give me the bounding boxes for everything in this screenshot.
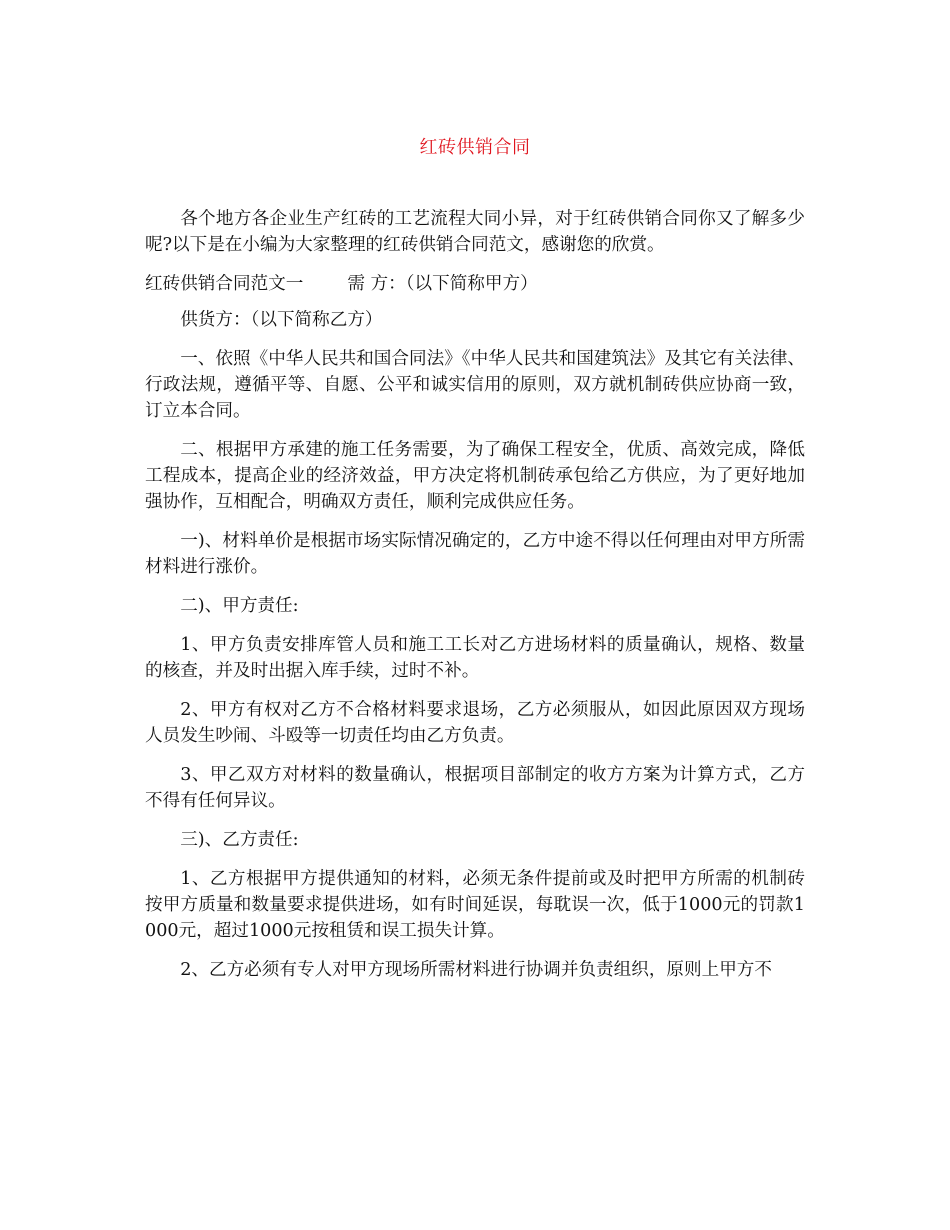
clause-1-paragraph: 一、依照《中华人民共和国合同法》《中华人民共和国建筑法》及其它有关法律、行政法规，遵循平等、自愿、公平和诚实信用的原则，双方就机制砖供应协商一致，订立本合同。 (145, 349, 805, 421)
buyer-line: 需 方：（以下简称甲方） (347, 274, 538, 294)
sample-heading: 红砖供销合同范文一 (145, 274, 304, 294)
document-title: 红砖供销合同 (419, 137, 531, 158)
item-3-2-paragraph: 2、乙方必须有专人对甲方现场所需材料进行协调并负责组织，原则上甲方不 (180, 960, 772, 980)
item-3-1-paragraph: 1、乙方根据甲方提供通知的材料，必须无条件提前或及时把甲方所需的机制砖按甲方质量和数量要求提供进场，如有时间延误，每耽误一次，低于1000元的罚款1000元，超过1000元按租赁和误工损失计算。 (145, 869, 805, 941)
item-2-3-paragraph: 3、甲乙双方对材料的数量确认，根据项目部制定的收方方案为计算方式，乙方不得有任何异议。 (145, 765, 805, 811)
intro-paragraph: 各个地方各企业生产红砖的工艺流程大同小异，对于红砖供销合同你又了解多少呢?以下是在小编为大家整理的红砖供销合同范文，感谢您的欣赏。 (145, 209, 805, 255)
supplier-line: 供货方：（以下简称乙方） (180, 310, 383, 330)
item-1-paragraph: 一)、材料单价是根据市场实际情况确定的，乙方中途不得以任何理由对甲方所需材料进行涨价。 (145, 531, 805, 577)
item-2-2-paragraph: 2、甲方有权对乙方不合格材料要求退场，乙方必须服从，如因此原因双方现场人员发生吵闹、斗殴等一切责任均由乙方负责。 (145, 700, 805, 746)
item-3-heading: 三)、乙方责任: (180, 830, 299, 850)
document-body (145, 206, 805, 996)
item-2-1-paragraph: 1、甲方负责安排库管人员和施工工长对乙方进场材料的质量确认，规格、数量的核查，并及时出据入库手续，过时不补。 (145, 635, 805, 681)
clause-2-paragraph: 二、根据甲方承建的施工任务需要，为了确保工程安全，优质、高效完成，降低工程成本，提高企业的经济效益，甲方决定将机制砖承包给乙方供应，为了更好地加强协作，互相配合，明确双方责任，顺利完成供应任务。 (145, 440, 805, 512)
sample-heading-line (145, 271, 805, 297)
item-2-heading: 二)、甲方责任: (180, 596, 299, 616)
